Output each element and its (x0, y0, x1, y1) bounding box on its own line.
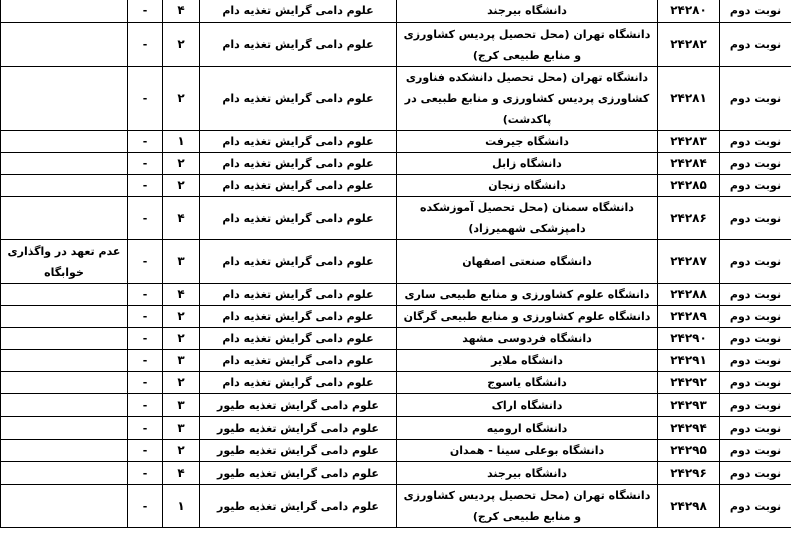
capacity-cell: ۲ (163, 67, 200, 131)
turn-cell: نوبت دوم (720, 153, 791, 175)
table-row (1, 284, 791, 306)
code-cell: ۲۴۲۸۰ (658, 0, 720, 23)
university-cell: دانشگاه بیرجند (397, 462, 658, 485)
field-cell: علوم دامی گرایش تغذیه دام (200, 67, 397, 131)
note-cell (1, 67, 128, 131)
code-cell: ۲۴۲۹۳ (658, 394, 720, 417)
code-cell: ۲۴۲۹۲ (658, 372, 720, 394)
table-row (1, 197, 791, 240)
code-cell: ۲۴۲۸۹ (658, 306, 720, 328)
university-cell: دانشگاه بیرجند (397, 0, 658, 23)
field-cell: علوم دامی گرایش تغذیه دام (200, 23, 397, 67)
dash-cell: - (128, 240, 163, 284)
capacity-cell: ۲ (163, 306, 200, 328)
code-cell: ۲۴۲۸۸ (658, 284, 720, 306)
dash-cell: - (128, 328, 163, 350)
dash-cell: - (128, 131, 163, 153)
dash-cell: - (128, 0, 163, 23)
note-cell (1, 306, 128, 328)
turn-cell: نوبت دوم (720, 284, 791, 306)
dash-cell: - (128, 23, 163, 67)
code-cell: ۲۴۲۸۵ (658, 175, 720, 197)
capacity-cell: ۳ (163, 417, 200, 440)
turn-cell: نوبت دوم (720, 350, 791, 372)
turn-cell: نوبت دوم (720, 372, 791, 394)
capacity-cell: ۲ (163, 328, 200, 350)
capacity-cell: ۴ (163, 462, 200, 485)
field-cell: علوم دامی گرایش تغذیه دام (200, 131, 397, 153)
note-cell (1, 485, 128, 528)
field-cell: علوم دامی گرایش تغذیه طیور (200, 394, 397, 417)
note-cell (1, 328, 128, 350)
university-cell: دانشگاه سمنان (محل تحصیل آموزشکده دامپزشکی شهمیرزاد) (397, 197, 658, 240)
note-cell (1, 417, 128, 440)
code-cell: ۲۴۲۹۸ (658, 485, 720, 528)
table-row (1, 0, 791, 23)
university-cell: دانشگاه ارومیه (397, 417, 658, 440)
table-row (1, 175, 791, 197)
field-cell: علوم دامی گرایش تغذیه دام (200, 328, 397, 350)
code-cell: ۲۴۲۹۶ (658, 462, 720, 485)
university-cell: دانشگاه علوم کشاورزی و منابع طبیعی گرگان (397, 306, 658, 328)
note-cell (1, 175, 128, 197)
note-cell (1, 0, 128, 23)
code-cell: ۲۴۲۸۲ (658, 23, 720, 67)
dash-cell: - (128, 175, 163, 197)
table-row (1, 153, 791, 175)
turn-cell: نوبت دوم (720, 240, 791, 284)
note-cell (1, 350, 128, 372)
capacity-cell: ۴ (163, 197, 200, 240)
dash-cell: - (128, 197, 163, 240)
note-cell (1, 23, 128, 67)
code-cell: ۲۴۲۸۳ (658, 131, 720, 153)
university-cell: دانشگاه بوعلی سینا - همدان (397, 440, 658, 462)
turn-cell: نوبت دوم (720, 131, 791, 153)
note-cell: عدم تعهد در واگذاری خوابگاه (1, 240, 128, 284)
field-cell: علوم دامی گرایش تغذیه دام (200, 284, 397, 306)
field-cell: علوم دامی گرایش تغذیه طیور (200, 440, 397, 462)
turn-cell: نوبت دوم (720, 23, 791, 67)
table-row (1, 394, 791, 417)
code-cell: ۲۴۲۹۱ (658, 350, 720, 372)
dash-cell: - (128, 350, 163, 372)
table-row (1, 67, 791, 131)
university-cell: دانشگاه صنعتی اصفهان (397, 240, 658, 284)
note-cell (1, 153, 128, 175)
dash-cell: - (128, 485, 163, 528)
dash-cell: - (128, 67, 163, 131)
field-cell: علوم دامی گرایش تغذیه دام (200, 0, 397, 23)
table-row (1, 462, 791, 485)
capacity-cell: ۲ (163, 175, 200, 197)
dash-cell: - (128, 394, 163, 417)
university-cell: دانشگاه جیرفت (397, 131, 658, 153)
turn-cell: نوبت دوم (720, 485, 791, 528)
note-cell (1, 394, 128, 417)
turn-cell: نوبت دوم (720, 328, 791, 350)
capacity-cell: ۲ (163, 23, 200, 67)
code-cell: ۲۴۲۹۰ (658, 328, 720, 350)
dash-cell: - (128, 372, 163, 394)
capacity-cell: ۲ (163, 153, 200, 175)
code-cell: ۲۴۲۸۱ (658, 67, 720, 131)
table-row (1, 440, 791, 462)
capacity-cell: ۳ (163, 240, 200, 284)
field-cell: علوم دامی گرایش تغذیه طیور (200, 485, 397, 528)
university-cell: دانشگاه یاسوج (397, 372, 658, 394)
dash-cell: - (128, 440, 163, 462)
university-cell: دانشگاه فردوسی مشهد (397, 328, 658, 350)
table-row (1, 306, 791, 328)
turn-cell: نوبت دوم (720, 197, 791, 240)
capacity-cell: ۴ (163, 0, 200, 23)
field-cell: علوم دامی گرایش تغذیه طیور (200, 417, 397, 440)
turn-cell: نوبت دوم (720, 306, 791, 328)
turn-cell: نوبت دوم (720, 175, 791, 197)
university-cell: دانشگاه زنجان (397, 175, 658, 197)
capacity-cell: ۳ (163, 394, 200, 417)
field-cell: علوم دامی گرایش تغذیه دام (200, 197, 397, 240)
dash-cell: - (128, 284, 163, 306)
university-cell: دانشگاه تهران (محل تحصیل پردیس کشاورزی و منابع طبیعی کرج) (397, 23, 658, 67)
capacity-cell: ۲ (163, 372, 200, 394)
code-cell: ۲۴۲۸۶ (658, 197, 720, 240)
dash-cell: - (128, 306, 163, 328)
university-cell: دانشگاه ملایر (397, 350, 658, 372)
code-cell: ۲۴۲۸۷ (658, 240, 720, 284)
turn-cell: نوبت دوم (720, 440, 791, 462)
dash-cell: - (128, 462, 163, 485)
table-row (1, 240, 791, 284)
field-cell: علوم دامی گرایش تغذیه دام (200, 175, 397, 197)
turn-cell: نوبت دوم (720, 0, 791, 23)
field-cell: علوم دامی گرایش تغذیه دام (200, 372, 397, 394)
table-row (1, 23, 791, 67)
capacity-cell: ۱ (163, 485, 200, 528)
turn-cell: نوبت دوم (720, 394, 791, 417)
university-cell: دانشگاه علوم کشاورزی و منابع طبیعی ساری (397, 284, 658, 306)
note-cell (1, 372, 128, 394)
capacity-cell: ۳ (163, 350, 200, 372)
dash-cell: - (128, 417, 163, 440)
university-cell: دانشگاه تهران (محل تحصیل دانشکده فناوری کشاورزی پردیس کشاورزی و منابع طبیعی در پاکدشت) (397, 67, 658, 131)
note-cell (1, 440, 128, 462)
note-cell (1, 284, 128, 306)
table-row (1, 417, 791, 440)
table-body (1, 0, 791, 528)
note-cell (1, 462, 128, 485)
field-cell: علوم دامی گرایش تغذیه دام (200, 240, 397, 284)
capacity-cell: ۴ (163, 284, 200, 306)
code-cell: ۲۴۲۹۴ (658, 417, 720, 440)
turn-cell: نوبت دوم (720, 67, 791, 131)
university-cell: دانشگاه تهران (محل تحصیل پردیس کشاورزی و منابع طبیعی کرج) (397, 485, 658, 528)
field-cell: علوم دامی گرایش تغذیه دام (200, 306, 397, 328)
capacity-cell: ۱ (163, 131, 200, 153)
field-cell: علوم دامی گرایش تغذیه طیور (200, 462, 397, 485)
turn-cell: نوبت دوم (720, 417, 791, 440)
field-cell: علوم دامی گرایش تغذیه دام (200, 350, 397, 372)
table-row (1, 328, 791, 350)
turn-cell: نوبت دوم (720, 462, 791, 485)
university-cell: دانشگاه زابل (397, 153, 658, 175)
code-cell: ۲۴۲۹۵ (658, 440, 720, 462)
code-cell: ۲۴۲۸۴ (658, 153, 720, 175)
table-row (1, 131, 791, 153)
table-row (1, 372, 791, 394)
dash-cell: - (128, 153, 163, 175)
note-cell (1, 131, 128, 153)
table-row (1, 350, 791, 372)
note-cell (1, 197, 128, 240)
field-cell: علوم دامی گرایش تغذیه دام (200, 153, 397, 175)
table-row (1, 485, 791, 528)
capacity-cell: ۲ (163, 440, 200, 462)
university-cell: دانشگاه اراک (397, 394, 658, 417)
